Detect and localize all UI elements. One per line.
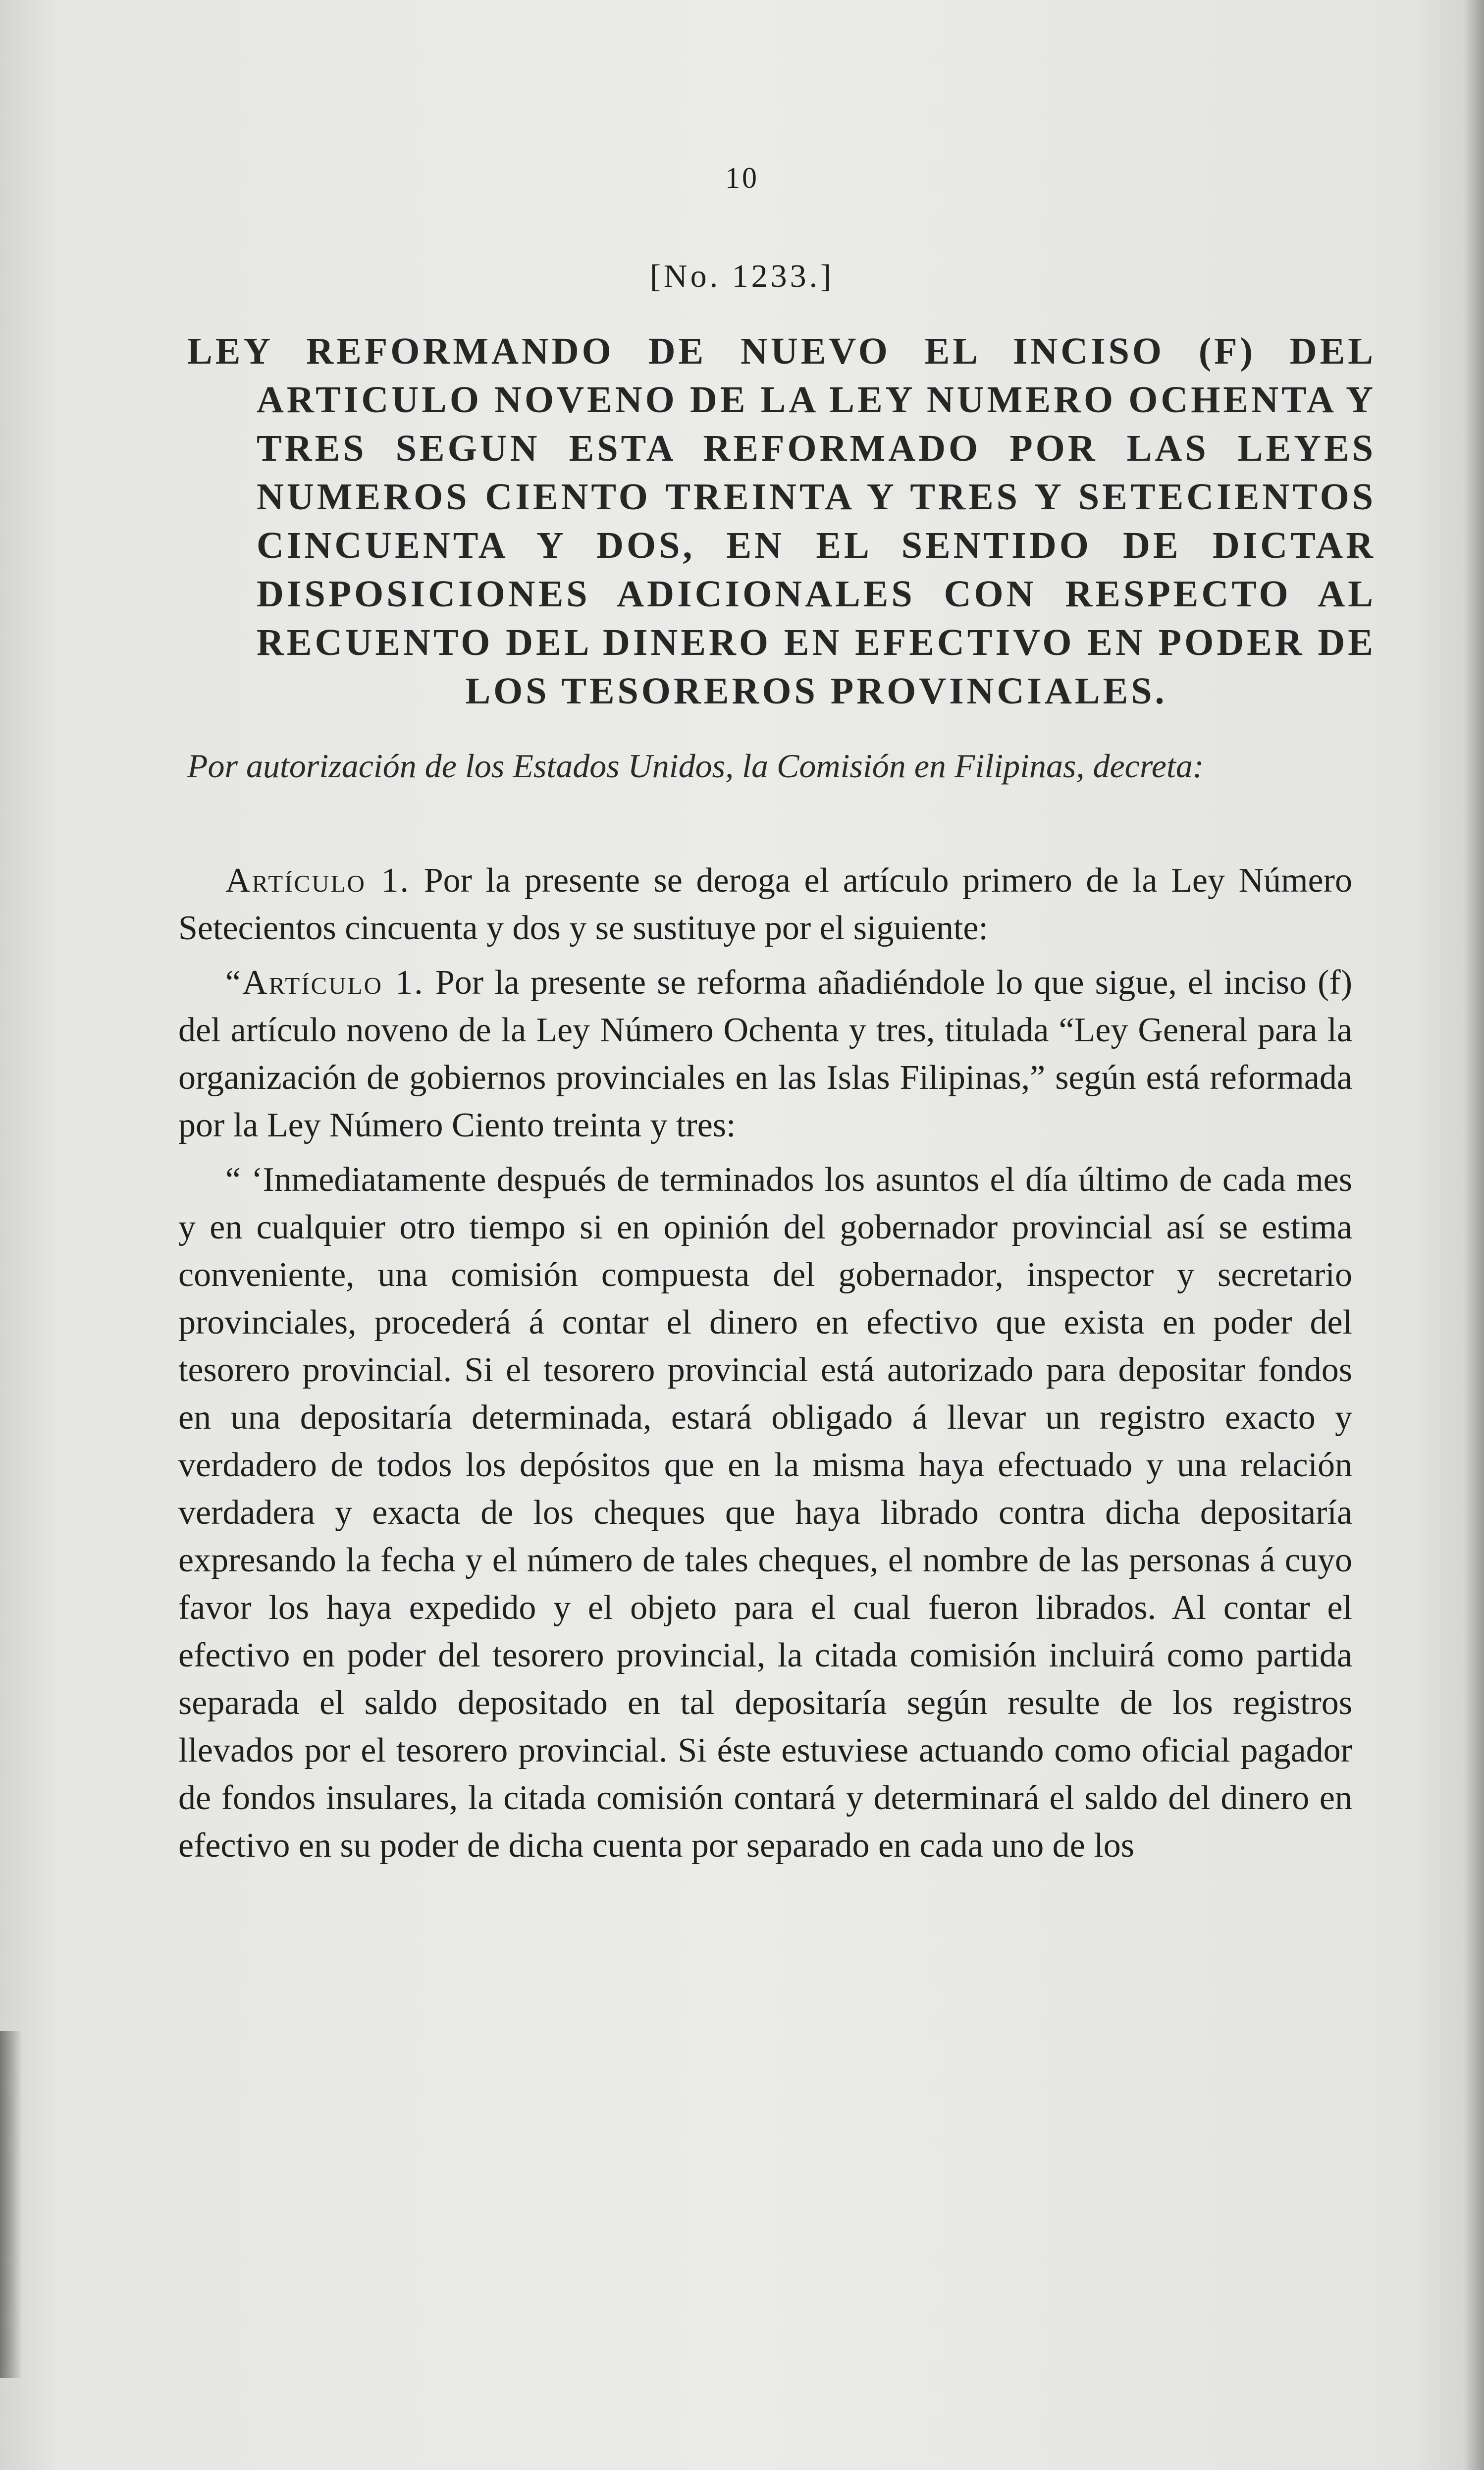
paragraph xyxy=(178,857,1352,952)
page-number: 10 xyxy=(725,161,759,194)
paragraph-text: “ ‘Inmediatamente después de terminados los asuntos el día último de cada mes y en cualquier otro tiempo si en opinión del gobernador provincial así se estima conveniente, una comisión compuesta del gobernador, inspector y secretario provinciales, procederá á contar el dinero en efectivo que exista en poder del tesorero provincial. Si el tesorero provincial está autorizado para depositar fondos en una depositaría determinada, estará obligado á llevar un registro exacto y verdadero de todos los depósitos que en la misma haya efectuado y una relación verdadera y exacta de los cheques que haya librado contra dicha depositaría expresando la fecha y el número de tales cheques, el nombre de las personas á cuyo favor los haya expedido y el objeto para el cual fueron librados. Al contar el efectivo en poder del tesorero provincial, la citada comisión incluirá como partida separada el saldo depositado en tal depositaría según resulte de los registros llevados por el tesorero provincial. Si éste estuviese actuando como oficial pagador de fondos insulares, la citada comisión contará y determinará el saldo del dinero en efectivo en su poder de dicha cuenta por separado en cada uno de los xyxy=(178,1161,1352,1865)
law-body xyxy=(178,857,1352,1877)
paragraph-text: Por la presente se reforma añadiéndole lo que sigue, el inciso (f) del artículo noveno de la Ley Número Ochenta y tres, titulada “Ley General para la organización de gobiernos provinciales en las Islas Filipinas,” según está reformada por la Ley Número Ciento treinta y tres: xyxy=(178,964,1353,1144)
article-label: “Artículo 1. xyxy=(225,964,424,1002)
law-title: LEY REFORMANDO DE NUEVO EL INCISO (F) DEL ARTICULO NOVENO DE LA LEY NUMERO OCHENTA Y TRES SEGUN ESTA REFORMADO POR LAS LEYES NUMEROS CIENTO TREINTA Y TRES Y SETECIENTOS CINCUENTA Y DOS, EN EL SENTIDO DE DICTAR DISPOSICIONES ADICIONALES CON RESPECTO AL RECUENTO DEL DINERO EN EFECTIVO EN PODER DE LOS TESOREROS PROVINCIALES. xyxy=(187,330,1376,712)
law-number: [No. 1233.] xyxy=(649,258,835,294)
paragraph xyxy=(178,1156,1352,1870)
article-label: Artículo 1. xyxy=(225,861,411,900)
binding-shadow xyxy=(0,2031,22,2378)
enacting-clause: Por autorización de los Estados Unidos, la Comisión en Filipinas, decreta: xyxy=(187,747,1204,785)
paragraph xyxy=(178,959,1352,1149)
page-edge-shadow xyxy=(1464,0,1484,2470)
paragraph-text: Por la presente se deroga el artículo primero de la Ley Número Setecientos cincuenta y dos y se sustituye por el siguiente: xyxy=(178,861,1352,947)
